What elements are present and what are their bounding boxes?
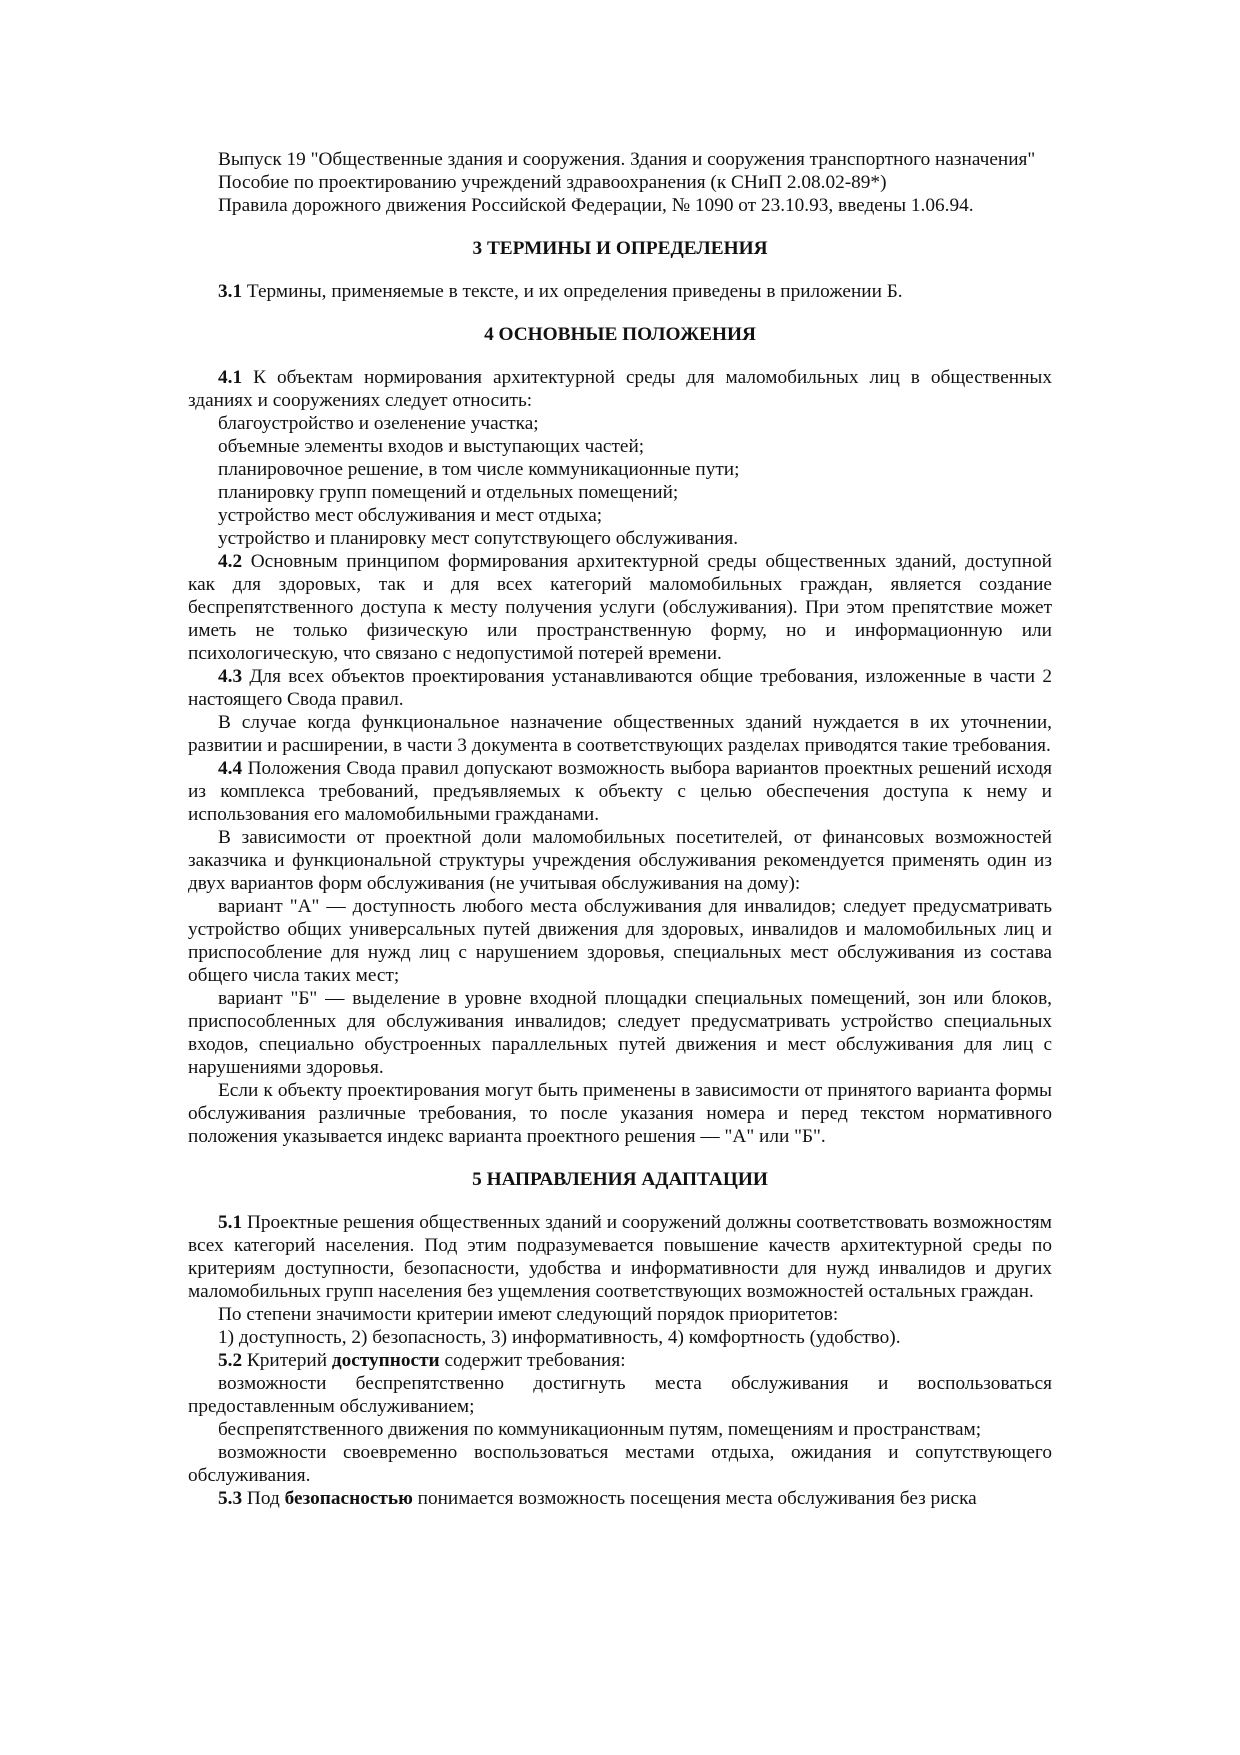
document-page — [188, 148, 1052, 1510]
clause-4-3 — [188, 665, 1052, 711]
paragraph: 1) доступность, 2) безопасность, 3) информативность, 4) комфортность (удобство). — [218, 1327, 901, 1348]
clause-number: 4.2 — [218, 551, 243, 572]
clause-3-1 — [188, 280, 1052, 303]
list-item: устройство и планировку мест сопутствующего обслуживания. — [218, 528, 739, 549]
paragraph: возможности беспрепятственно достигнуть места обслуживания и воспользоваться предоставленным обслуживанием; — [188, 1373, 1052, 1417]
clause-number: 5.2 — [218, 1350, 243, 1371]
paragraph: возможности своевременно воспользоваться местами отдыха, ожидания и сопутствующего обслуживания. — [188, 1442, 1052, 1486]
intro-paragraph: Пособие по проектированию учреждений здравоохранения (к СНиП 2.08.02-89*) — [218, 172, 887, 193]
clause-number: 5.3 — [218, 1488, 243, 1509]
clause-4-1 — [188, 366, 1052, 412]
clause-5-2 — [188, 1349, 1052, 1372]
clause-text: Для всех объектов проектирования устанавливаются общие требования, изложенные в части 2 настоящего Свода правил. — [188, 666, 1052, 710]
clause-number: 4.4 — [218, 758, 243, 779]
clause-4-4 — [188, 757, 1052, 826]
intro-paragraph: Правила дорожного движения Российской Федерации, № 1090 от 23.10.93, введены 1.06.94. — [218, 195, 974, 216]
paragraph: По степени значимости критерии имеют следующий порядок приоритетов: — [218, 1304, 839, 1325]
clause-5-3 — [188, 1487, 1052, 1510]
list-item: планировку групп помещений и отдельных помещений; — [218, 482, 679, 503]
clause-text: Под — [242, 1488, 285, 1509]
list-item: устройство мест обслуживания и мест отдыха; — [218, 505, 603, 526]
paragraph: Если к объекту проектирования могут быть применены в зависимости от принятого варианта формы обслуживания различные требования, то после указания номера и перед текстом нормативного положения указывается индекс варианта проектного решения — "А" или "Б". — [188, 1080, 1052, 1147]
intro-paragraph: Выпуск 19 "Общественные здания и сооружения. Здания и сооружения транспортного назначения" — [218, 149, 1036, 170]
clause-number: 4.1 — [218, 367, 243, 388]
clause-text: Термины, применяемые в тексте, и их определения приведены в приложении Б. — [242, 281, 903, 302]
clause-5-1 — [188, 1211, 1052, 1303]
paragraph: беспрепятственного движения по коммуникационным путям, помещениям и пространствам; — [218, 1419, 982, 1440]
clause-text: Критерий — [242, 1350, 332, 1371]
section-heading: 5 НАПРАВЛЕНИЯ АДАПТАЦИИ — [472, 1169, 768, 1190]
clause-text: понимается возможность посещения места обслуживания без риска — [412, 1488, 977, 1509]
clause-number: 3.1 — [218, 281, 243, 302]
bold-term: доступности — [331, 1350, 440, 1371]
paragraph: вариант "А" — доступность любого места обслуживания для инвалидов; следует предусматривать устройство общих универсальных путей движения для здоровых, инвалидов и маломобильных лиц и приспособление для нужд лиц с нарушением здоровья, специальных мест обслуживания из состава общего числа таких мест; — [188, 896, 1052, 986]
clause-text: Основным принципом формирования архитектурной среды общественных зданий, доступной как для здоровых, так и для всех категорий маломобильных граждан, является создание беспрепятственного доступа к месту получения услуги (обслуживания). При этом препятствие может иметь не только физическую или пространственную форму, но и информационную или психологическую, что связано с недопустимой потерей времени. — [188, 551, 1052, 664]
clause-4-2 — [188, 550, 1052, 665]
clause-text: Проектные решения общественных зданий и сооружений должны соответствовать возможностям всех категорий населения. Под этим подразумевается повышение качеств архитектурной среды по критериям доступности, безопасности, удобства и информативности для нужд инвалидов и других маломобильных групп населения без ущемления соответствующих возможностей остальных граждан. — [188, 1212, 1052, 1302]
paragraph: вариант "Б" — выделение в уровне входной площадки специальных помещений, зон или блоков, приспособленных для обслуживания инвалидов; следует предусматривать устройство специальных входов, специально обустроенных параллельных путей движения и мест обслуживания для лиц с нарушениями здоровья. — [188, 988, 1052, 1078]
clause-text: К объектам нормирования архитектурной среды для маломобильных лиц в общественных зданиях и сооружениях следует относить: — [188, 367, 1052, 411]
clause-text: Положения Свода правил допускают возможность выбора вариантов проектных решений исходя из комплекса требований, предъявляемых к объекту с целью обеспечения доступа к нему и использования его маломобильными гражданами. — [188, 758, 1052, 825]
list-item: планировочное решение, в том числе коммуникационные пути; — [218, 459, 740, 480]
clause-text: содержит требования: — [439, 1350, 626, 1371]
section-heading: 3 ТЕРМИНЫ И ОПРЕДЕЛЕНИЯ — [472, 238, 768, 259]
bold-term: безопасностью — [284, 1488, 413, 1509]
list-item: благоустройство и озеленение участка; — [218, 413, 539, 434]
list-item: объемные элементы входов и выступающих частей; — [218, 436, 645, 457]
clause-number: 4.3 — [218, 666, 243, 687]
clause-number: 5.1 — [218, 1212, 243, 1233]
paragraph: В случае когда функциональное назначение общественных зданий нуждается в их уточнении, развитии и расширении, в части 3 документа в соответствующих разделах приводятся такие требования. — [188, 712, 1052, 756]
section-heading: 4 ОСНОВНЫЕ ПОЛОЖЕНИЯ — [484, 324, 756, 345]
paragraph: В зависимости от проектной доли маломобильных посетителей, от финансовых возможностей заказчика и функциональной структуры учреждения обслуживания рекомендуется применять один из двух вариантов форм обслуживания (не учитывая обслуживания на дому): — [188, 827, 1052, 894]
